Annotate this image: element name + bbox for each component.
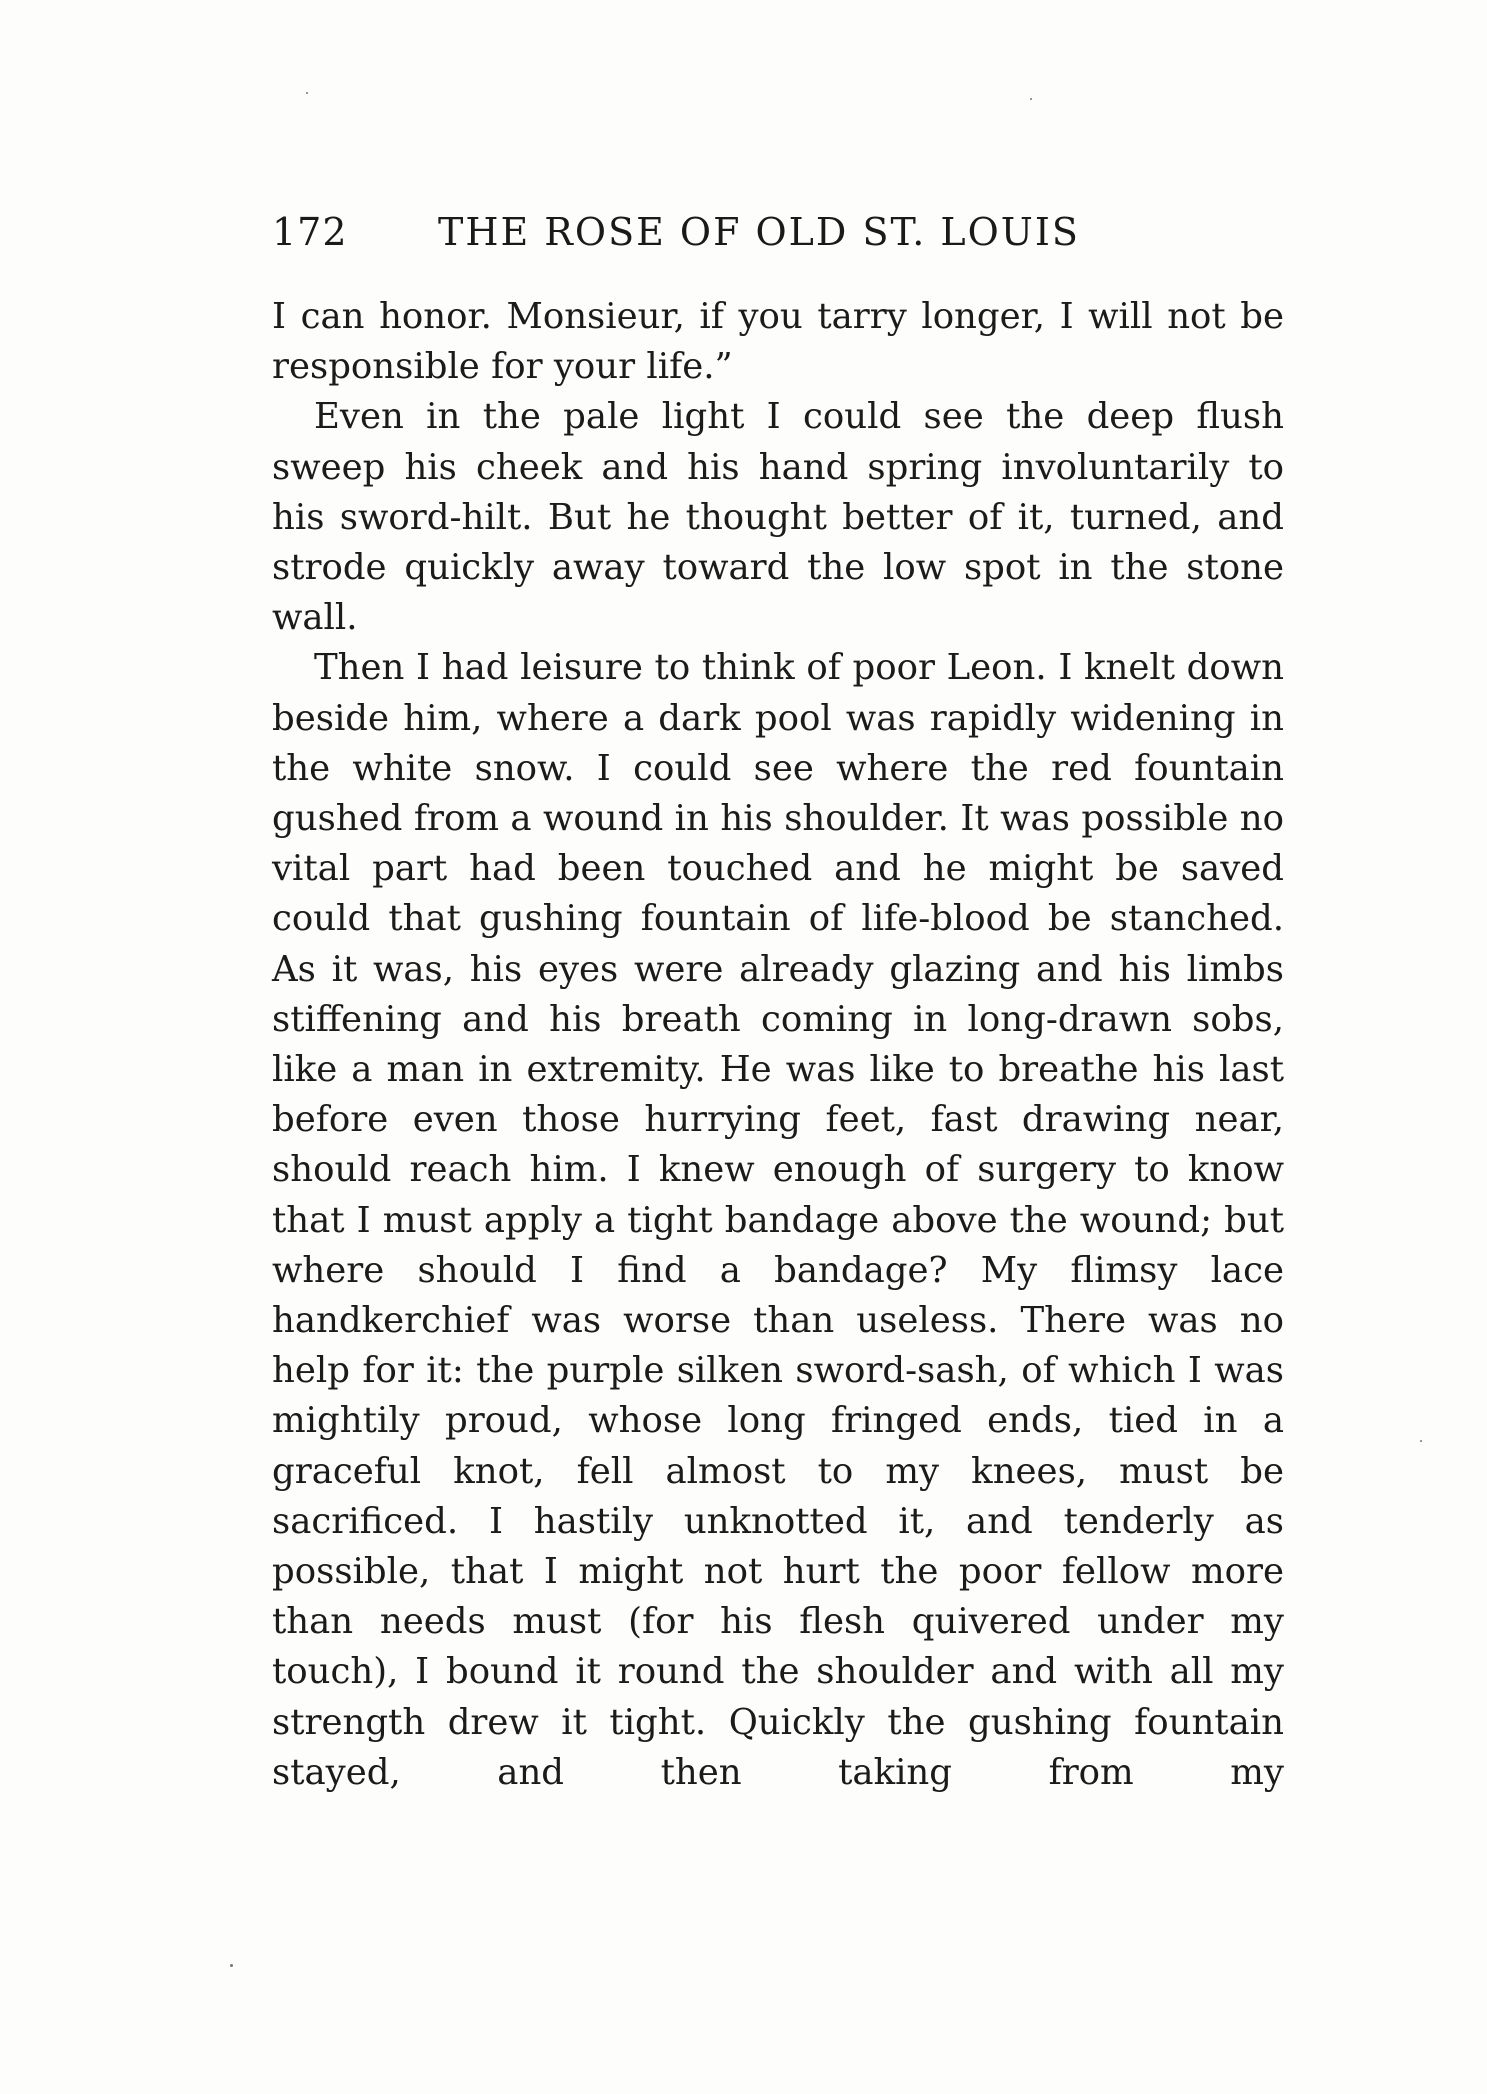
paragraph: Even in the pale light I could see the deep flush sweep his cheek and his hand spring involuntarily to his sword-hilt. But he thought better of it, turned, and strode quickly away toward the low spot in the stone wall.: [272, 396, 1284, 639]
paragraph: Then I had leisure to think of poor Leon. I knelt down beside him, where a dark pool was rapidly widening in the white snow. I could see where the red fountain gushed from a wound in his shoulder. It was possible no vital part had been touched and he might be saved could that gushing fountain of life-blood be stanched. As it was, his eyes were already glazing and his limbs stiffening and his breath coming in long-drawn sobs, like a man in extremity. He was like to breathe his last before even those hurrying feet, fast drawing near, should reach him. I knew enough of surgery to know that I must apply a tight bandage above the wound; but where should I find a bandage? My flimsy lace handkerchief was worse than useless. There was no help for it: the purple silken sword-sash, of which I was mightily proud, whose long fringed ends, tied in a graceful knot, fell almost to my knees, must be sacrificed. I hastily unknotted it, and tenderly as possible, that I might not hurt the poor fellow more than needs must (for his flesh quivered under my touch), I bound it round the shoulder and with all my strength drew it tight. Quickly the gushing fountain stayed, and then taking from my: [272, 647, 1284, 1793]
page-number: 172: [272, 210, 348, 254]
running-head: THE ROSE OF OLD ST. LOUIS: [438, 210, 1080, 254]
scan-speck: [1420, 1440, 1422, 1442]
scan-speck: [1030, 98, 1032, 100]
scan-speck: [306, 92, 308, 94]
scan-speck: [230, 1964, 233, 1967]
page-header: [272, 210, 1284, 270]
paragraph: I can honor. Monsieur, if you tarry longer, I will not be responsible for your life.”: [272, 296, 1284, 388]
body-text: [272, 292, 1284, 1798]
